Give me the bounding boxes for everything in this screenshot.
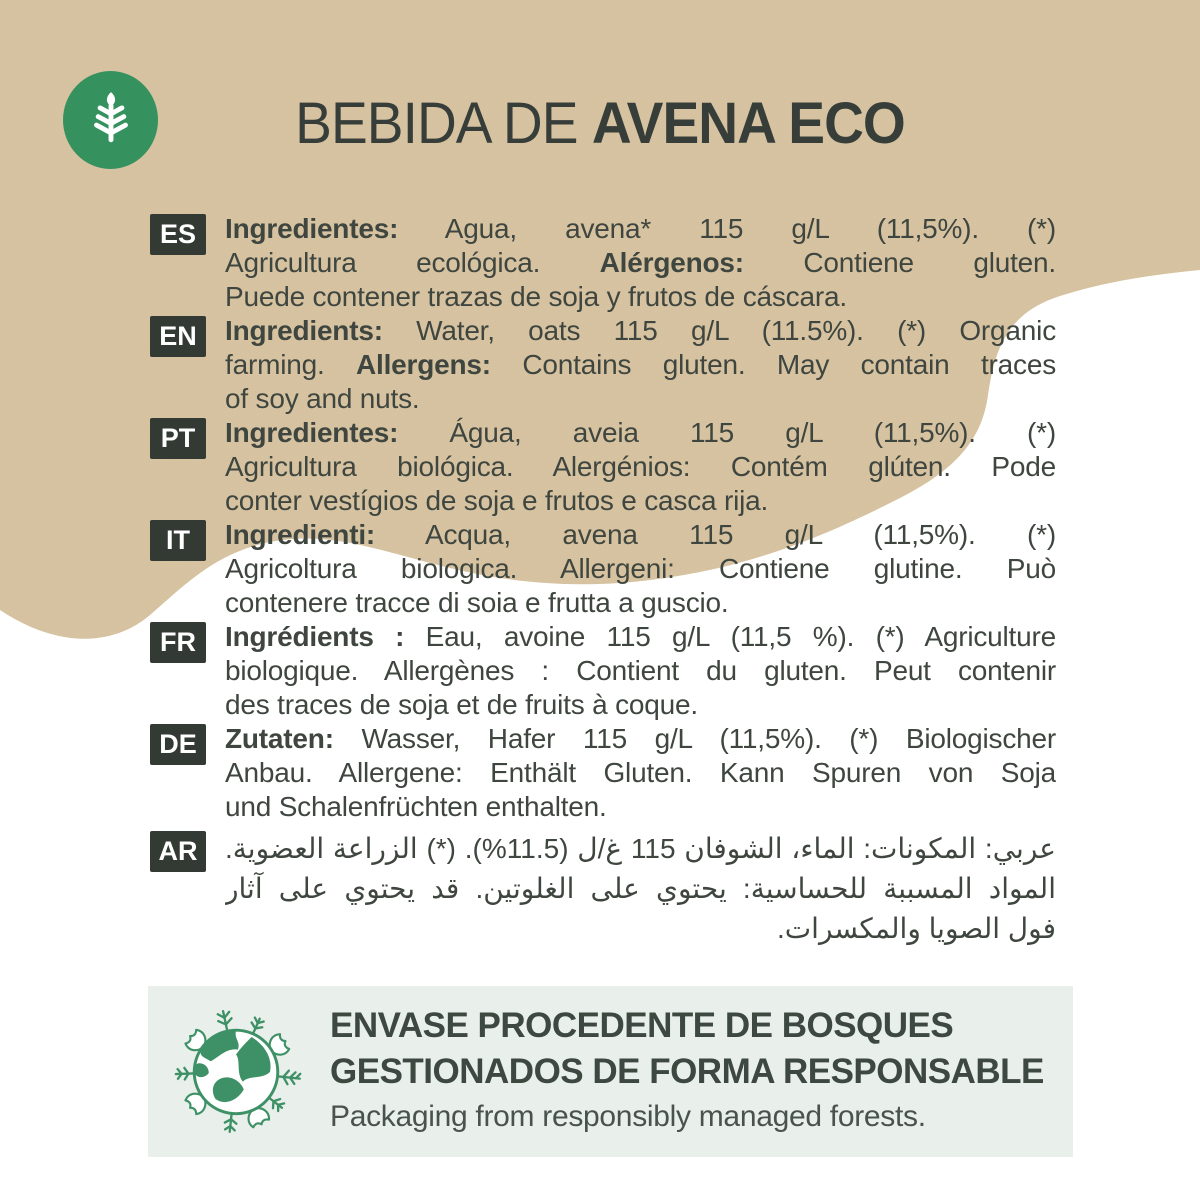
ingredients-segment: Agricultura ecológica. [225,247,600,278]
ingredients-segment: Anbau. Allergene: Enthält Gluten. Kann Spuren von Soja [225,757,1056,788]
ingredients-segment: Wasser, Hafer 115 g/L (11,5%). (*) Biologischer [333,723,1056,754]
ingredients-line [225,484,1056,518]
ingredients-segment: فول الصويا والمكسرات. [777,913,1056,944]
lang-row-it [150,518,1056,620]
ingredients-segment: Water, oats 115 g/L (11.5%). (*) Organic [382,315,1056,346]
ingredients-line [225,829,1056,869]
lang-row-fr [150,620,1056,722]
ingredients-text-en [225,314,1056,416]
ingredients-text-es [225,212,1056,314]
ingredients-segment: biologique. Allergènes : Contient du gluten. Peut contenir [225,655,1056,686]
ingredients-segment: conter vestígios de soja e frutos e casca rija. [225,485,769,516]
forest-certification-box [148,986,1073,1157]
ingredients-segment: Agricoltura biologica. Allergeni: Contiene glutine. Può [225,553,1056,584]
ingredients-text-it [225,518,1056,620]
ingredients-segment: Acqua, avena 115 g/L (11,5%). (*) [375,519,1056,550]
footer-subtitle: Packaging from responsibly managed forests. [330,1100,926,1133]
page-title [30,90,1170,157]
ingredients-line [225,869,1056,909]
ingredients-line [225,909,1056,949]
ingredients-segment: Água, aveia 115 g/L (11,5%). (*) [398,417,1056,448]
title-regular: BEBIDA DE [295,91,592,156]
ingredients-line [225,246,1056,280]
ingredients-lead-in: Allergens: [356,349,491,380]
ingredients-segment: Puede contener trazas de soja y frutos de cáscara. [225,281,847,312]
language-rows [150,212,1056,949]
lang-row-es [150,212,1056,314]
language-badge-pt: PT [150,418,206,459]
ingredients-lead-in: Zutaten: [225,723,334,754]
ingredients-line [225,518,1056,552]
ingredients-segment: contenere tracce di soia e frutta a guscio. [225,587,729,618]
ingredients-line [225,212,1056,246]
ingredients-segment: Eau, avoine 115 g/L (11,5 %). (*) Agriculture [404,621,1056,652]
globe-leaves-icon [168,1002,304,1138]
ingredients-line [225,280,1056,314]
ingredients-text-de [225,722,1056,824]
ingredients-lead-in: Alérgenos: [599,247,744,278]
ingredients-line [225,450,1056,484]
ingredients-segment: Contains gluten. May contain traces [490,349,1056,380]
language-badge-it: IT [150,520,206,561]
language-badge-ar: AR [150,831,206,872]
ingredients-segment: عربي: المكونات: الماء، الشوفان 115 غ/ل (11.5%). (*) الزراعة العضوية. [225,833,1056,864]
lang-row-en [150,314,1056,416]
ingredients-segment: of soy and nuts. [225,383,420,414]
ingredients-lead-in: Ingredients: [225,315,383,346]
ingredients-text-ar [225,829,1056,949]
ingredients-segment: Contiene gluten. [743,247,1056,278]
lang-row-pt [150,416,1056,518]
lang-row-ar [150,829,1056,949]
language-badge-es: ES [150,214,206,255]
language-badge-fr: FR [150,622,206,663]
ingredients-text-pt [225,416,1056,518]
ingredients-line [225,586,1056,620]
ingredients-segment: und Schalenfrüchten enthalten. [225,791,607,822]
ingredients-line [225,620,1056,654]
lang-row-de [150,722,1056,824]
ingredients-segment: Agricultura biológica. Alergénios: Contém glúten. Pode [225,451,1056,482]
ingredients-segment: Agua, avena* 115 g/L (11,5%). (*) [398,213,1056,244]
ingredients-line [225,382,1056,416]
footer-heading-line2: GESTIONADOS DE FORMA RESPONSABLE [330,1052,1044,1091]
footer-text [330,1003,1044,1134]
ingredients-segment: المواد المسببة للحساسية: يحتوي على الغلوتين. قد يحتوي على آثار [225,873,1056,904]
ingredients-line [225,722,1056,756]
ingredients-line [225,790,1056,824]
ingredients-lead-in: Ingredienti: [225,519,376,550]
ingredients-line [225,756,1056,790]
ingredients-line [225,314,1056,348]
language-badge-en: EN [150,316,206,357]
footer-heading-line1: ENVASE PROCEDENTE DE BOSQUES [330,1006,954,1045]
title-bold: AVENA ECO [591,91,905,156]
ingredients-lead-in: Ingredientes: [225,417,399,448]
ingredients-line [225,654,1056,688]
ingredients-line [225,552,1056,586]
ingredients-segment: farming. [225,349,356,380]
ingredients-line [225,688,1056,722]
language-badge-de: DE [150,724,206,765]
ingredients-text-fr [225,620,1056,722]
ingredients-line [225,416,1056,450]
ingredients-lead-in: Ingredientes: [225,213,399,244]
ingredients-segment: des traces de soja et de fruits à coque. [225,689,698,720]
ingredients-line [225,348,1056,382]
ingredients-lead-in: Ingrédients : [225,621,405,652]
